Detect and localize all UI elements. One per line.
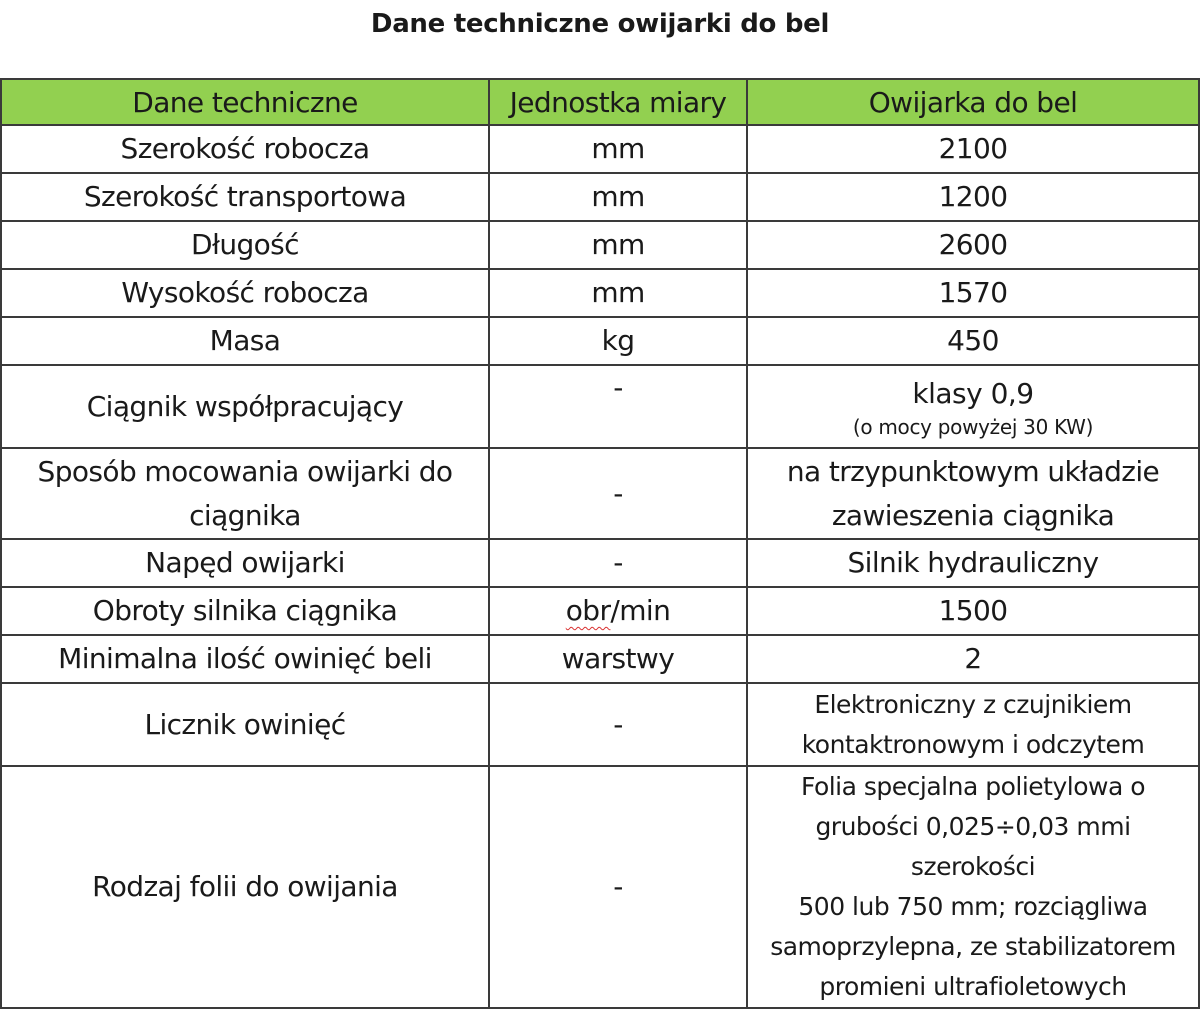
row-unit: mm [489, 173, 747, 221]
row-value-line: kontaktronowym i odczytem [801, 729, 1145, 759]
row-parameter-line: ciągnika [189, 498, 301, 532]
table-row [1, 125, 1199, 173]
row-parameter: Rodzaj folii do owijania [1, 766, 489, 1008]
row-value-line: na trzypunktowym układzie [786, 454, 1160, 488]
row-unit: - [489, 766, 747, 1008]
row-parameter: Licznik owinięć [1, 683, 489, 766]
row-unit-rest: /min [610, 594, 671, 627]
row-value-cell [747, 365, 1199, 448]
row-value: 1570 [747, 269, 1199, 317]
column-header-parameter: Dane techniczne [1, 79, 489, 125]
table-row [1, 683, 1199, 766]
table-header-row [1, 79, 1199, 125]
table-row [1, 635, 1199, 683]
table-row [1, 173, 1199, 221]
row-unit-cell [489, 587, 747, 635]
row-value: 1500 [747, 587, 1199, 635]
row-unit: kg [489, 317, 747, 365]
table-row [1, 365, 1199, 448]
row-parameter: Szerokość transportowa [1, 173, 489, 221]
row-value: 2600 [747, 221, 1199, 269]
row-unit: mm [489, 221, 747, 269]
row-parameter: Szerokość robocza [1, 125, 489, 173]
row-parameter-line: Sposób mocowania owijarki do [37, 454, 453, 488]
row-unit: mm [489, 125, 747, 173]
row-value-line: grubości 0,025÷0,03 mmi szerokości [815, 812, 1131, 881]
row-value: 450 [747, 317, 1199, 365]
column-header-unit: Jednostka miary [489, 79, 747, 125]
table-row [1, 448, 1199, 539]
row-value: 2100 [747, 125, 1199, 173]
row-parameter: Ciągnik współpracujący [1, 365, 489, 448]
row-unit: mm [489, 269, 747, 317]
row-value: 2 [747, 635, 1199, 683]
row-parameter: Masa [1, 317, 489, 365]
row-parameter: Wysokość robocza [1, 269, 489, 317]
technical-data-table [0, 78, 1200, 1009]
row-value-cell [747, 766, 1199, 1008]
row-value-cell [747, 683, 1199, 766]
spellcheck-underlined-unit: obr [565, 594, 611, 627]
page-title: Dane techniczne owijarki do bel [370, 9, 830, 39]
row-value: 1200 [747, 173, 1199, 221]
row-value-line: Elektroniczny z czujnikiem [814, 689, 1132, 719]
column-header-value: Owijarka do bel [747, 79, 1199, 125]
row-value-line: promieni ultrafioletowych [819, 972, 1127, 1001]
row-value-line: samoprzylepna, ze stabilizatorem [770, 932, 1176, 961]
row-unit: - [489, 365, 747, 448]
table-row [1, 539, 1199, 587]
table-row [1, 587, 1199, 635]
table-row [1, 317, 1199, 365]
row-parameter: Długość [1, 221, 489, 269]
table-row [1, 766, 1199, 1008]
row-parameter: Obroty silnika ciągnika [1, 587, 489, 635]
row-unit: - [489, 539, 747, 587]
row-value-line: zawieszenia ciągnika [831, 498, 1115, 532]
row-parameter-cell [1, 448, 489, 539]
row-value-line: Folia specjalna polietylowa o [800, 772, 1146, 801]
row-unit: - [489, 683, 747, 766]
row-parameter: Minimalna ilość owinięć beli [1, 635, 489, 683]
row-value-line: 500 lub 750 mm; rozciągliwa [798, 892, 1148, 921]
row-value: Silnik hydrauliczny [747, 539, 1199, 587]
row-value-note: (o mocy powyżej 30 KW) [852, 414, 1094, 439]
row-value: klasy 0,9 [912, 376, 1034, 410]
row-unit: - [489, 448, 747, 539]
row-parameter: Napęd owijarki [1, 539, 489, 587]
table-row [1, 221, 1199, 269]
table-row [1, 269, 1199, 317]
row-unit: warstwy [489, 635, 747, 683]
row-value-cell [747, 448, 1199, 539]
